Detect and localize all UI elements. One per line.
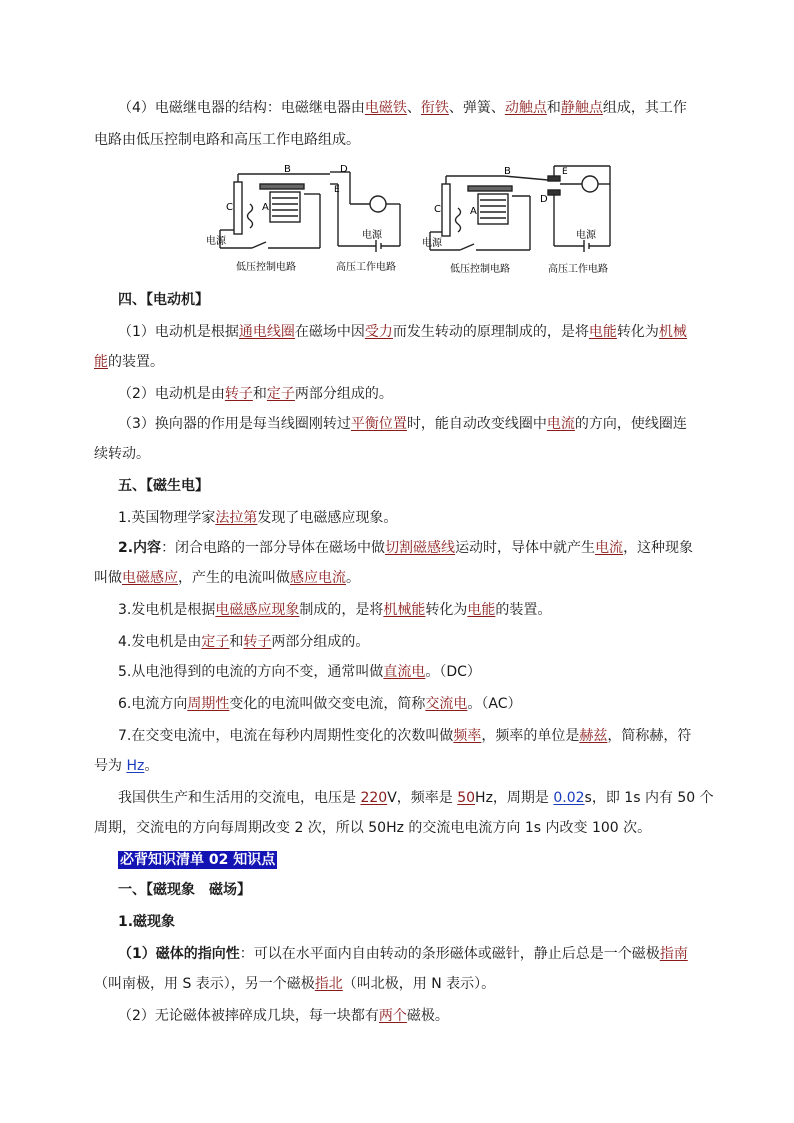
heading-magnetism-1: 1.磁现象 bbox=[118, 914, 176, 930]
mag-line-1: （1）磁体的指向性：可以在水平面内自由转动的条形磁体或磁针，静止后总是一个磁极指南 bbox=[118, 946, 688, 962]
relay-diagram-right bbox=[420, 162, 616, 278]
motor-line-1b: 能的装置。 bbox=[94, 354, 164, 370]
motor-line-3: （3）换向器的作用是每当线圈刚转过平衡位置时，能自动改变线圈中电流的方向，使线圈连 bbox=[118, 416, 687, 432]
motor-line-1: （1）电动机是根据通电线圈在磁场中因受力而发生转动的原理制成的，是将电能转化为机械 bbox=[118, 324, 687, 340]
gen-line-3: 3.发电机是根据电磁感应现象制成的，是将机械能转化为电能的装置。 bbox=[118, 602, 552, 618]
left-label-c: C bbox=[226, 202, 233, 213]
motor-line-3b: 续转动。 bbox=[94, 446, 150, 462]
right-label-e: E bbox=[562, 167, 568, 177]
heading-magnetism: 一、【磁现象 磁场】 bbox=[118, 882, 251, 898]
left-label-e: E bbox=[334, 185, 340, 195]
gen-line-7b: 号为 Hz。 bbox=[94, 758, 159, 774]
right-label-d: D bbox=[540, 194, 548, 205]
section-tag-line bbox=[118, 850, 277, 870]
mag-line-1b: （叫南极，用 S 表示），另一个磁极指北（叫北极，用 N 表示）。 bbox=[94, 976, 496, 992]
left-label-b: B bbox=[284, 164, 291, 175]
gen-line-8b: 周期，交流电的方向每周期改变 2 次，所以 50Hz 的交流电电流方向 1s 内改变 100 次。 bbox=[94, 820, 652, 836]
left-caption-high: 高压工作电路 bbox=[336, 262, 396, 273]
right-label-b: B bbox=[504, 166, 511, 177]
right-label-c: C bbox=[434, 204, 441, 215]
right-caption-high: 高压工作电路 bbox=[548, 264, 608, 275]
left-label-d: D bbox=[340, 164, 348, 175]
relay-diagram-left bbox=[200, 164, 410, 276]
gen-line-1: 1.英国物理学家法拉第发现了电磁感应现象。 bbox=[118, 510, 398, 526]
gen-line-6: 6.电流方向周期性变化的电流叫做交变电流，简称交流电。（AC） bbox=[118, 696, 522, 712]
gen-line-7: 7.在交变电流中，电流在每秒内周期性变化的次数叫做频率，频率的单位是赫兹，简称赫，符 bbox=[118, 728, 692, 744]
right-power-high: 电源 bbox=[576, 230, 596, 241]
section-tag: 必背知识清单 02 知识点 bbox=[120, 852, 276, 868]
gen-line-2b: 叫做电磁感应，产生的电流叫做感应电流。 bbox=[94, 570, 360, 586]
gen-line-4: 4.发电机是由定子和转子两部分组成的。 bbox=[118, 634, 370, 650]
right-caption-low: 低压控制电路 bbox=[450, 264, 510, 275]
heading-generator: 五、【磁生电】 bbox=[118, 478, 209, 494]
left-power-high: 电源 bbox=[362, 230, 382, 241]
motor-line-2: （2）电动机是由转子和定子两部分组成的。 bbox=[118, 386, 393, 402]
mag-line-2: （2）无论磁体被摔碎成几块，每一块都有两个磁极。 bbox=[118, 1008, 449, 1024]
left-caption-low: 低压控制电路 bbox=[236, 262, 296, 273]
gen-line-5: 5.从电池得到的电流的方向不变，通常叫做直流电。（DC） bbox=[118, 664, 481, 680]
right-power-low: 电源 bbox=[422, 238, 442, 249]
gen-line-8: 我国供生产和生活用的交流电，电压是 220V，频率是 50Hz，周期是 0.02s，即 1s 内有 50 个 bbox=[118, 790, 714, 806]
relay-structure-line-2: 电路由低压控制电路和高压工作电路组成。 bbox=[94, 132, 360, 148]
relay-structure-line-1: （4）电磁继电器的结构：电磁继电器由电磁铁、衔铁、弹簧、动触点和静触点组成，其工作 bbox=[118, 100, 687, 116]
left-label-a: A bbox=[262, 202, 269, 213]
left-power-low: 电源 bbox=[206, 236, 226, 247]
heading-motor: 四、【电动机】 bbox=[118, 292, 209, 308]
right-label-a: A bbox=[470, 206, 477, 217]
gen-line-2: 2.内容：闭合电路的一部分导体在磁场中做切割磁感线运动时，导体中就产生电流，这种现象 bbox=[118, 540, 694, 556]
